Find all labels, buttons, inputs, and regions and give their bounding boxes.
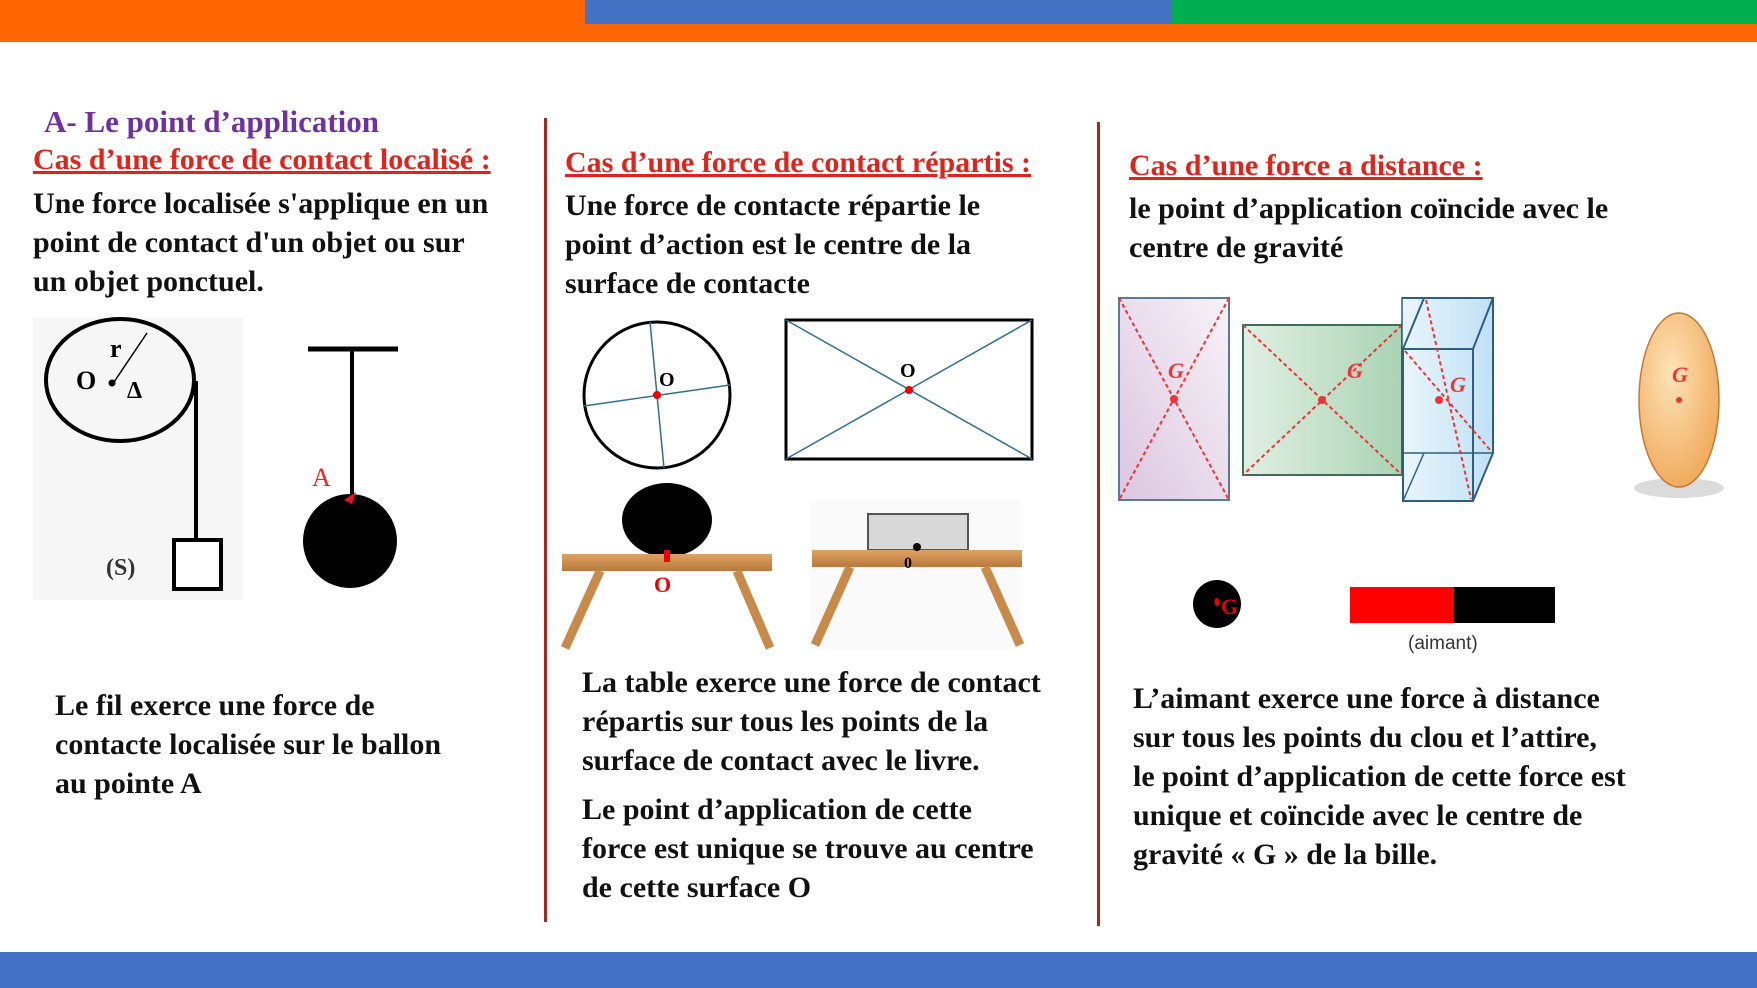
disk-surface-figure — [584, 322, 730, 468]
label-g: G — [1450, 372, 1466, 397]
steel-ball-figure — [1193, 580, 1241, 628]
pulley-axis-point — [109, 380, 116, 387]
hanging-ball-figure — [303, 349, 398, 588]
label-g: G — [1347, 358, 1363, 383]
solid-block — [174, 540, 221, 589]
text-line: sur tous les points du clou et l’attire, — [1133, 721, 1597, 754]
pulley-figure — [33, 318, 243, 600]
text-line: surface de contact avec le livre. — [582, 744, 980, 777]
text-line: de cette surface O — [582, 871, 812, 904]
egg-figure — [1634, 313, 1724, 498]
text-line: Une force localisée s'applique en un — [33, 187, 489, 220]
label-o: O — [659, 369, 675, 391]
text-line: La table exerce une force de contact — [582, 666, 1041, 699]
label-g: G — [1221, 594, 1239, 619]
col1-heading: Cas d’une force de contact localisé : — [33, 143, 491, 176]
rectangle-surface-figure — [786, 320, 1032, 459]
col3-heading: Cas d’une force a distance : — [1129, 149, 1483, 182]
text-line: force est unique se trouve au centre — [582, 832, 1034, 865]
text-line: point de contact d'un objet ou sur — [33, 226, 465, 259]
text-line: unique et coïncide avec le centre de — [1133, 799, 1583, 832]
label-o: O — [76, 366, 97, 395]
text-line: gravité « G » de la bille. — [1133, 838, 1438, 871]
label-a: A — [312, 463, 331, 492]
section-title: A- Le point d’application — [44, 104, 380, 139]
text-line: le point d’application de cette force est — [1133, 760, 1626, 793]
magnet-red-pole — [1350, 587, 1454, 623]
label-delta: Δ — [127, 378, 143, 404]
text-line: au pointe A — [55, 767, 202, 800]
ball — [303, 494, 397, 588]
label-zero: 0 — [904, 555, 912, 572]
text-line: surface de contacte — [565, 267, 810, 300]
text-line: contacte localisée sur le ballon — [55, 728, 442, 761]
text-line: Le point d’application de cette — [582, 793, 972, 826]
label-r: r — [110, 334, 122, 363]
magnet-black-pole — [1454, 587, 1555, 623]
text-line: L’aimant exerce une force à distance — [1133, 682, 1600, 715]
text-line: point d’action est le centre de la — [565, 228, 972, 261]
text-line: le point d’application coïncide avec le — [1129, 192, 1609, 225]
text-line: centre de gravité — [1129, 231, 1344, 264]
label-o: O — [900, 360, 916, 382]
label-s: (S) — [106, 555, 136, 581]
label-g: G — [1168, 358, 1184, 383]
label-g: G — [1672, 362, 1688, 387]
text-line: un objet ponctuel. — [33, 265, 264, 298]
magnet-figure — [1350, 587, 1555, 654]
green-square-figure — [1243, 325, 1402, 475]
ball-on-table-figure — [562, 483, 772, 648]
col2-heading: Cas d’une force de contact répartis : — [565, 146, 1032, 179]
text-line: Une force de contacte répartie le — [565, 189, 981, 222]
text-line: Le fil exerce une force de — [55, 689, 375, 722]
blue-box-figure — [1402, 298, 1493, 501]
magnet-label: (aimant) — [1408, 633, 1478, 654]
text-line: répartis sur tous les points de la — [582, 705, 989, 738]
purple-rectangle-figure — [1119, 298, 1229, 500]
book-on-table-figure — [810, 500, 1022, 650]
label-o: O — [654, 572, 672, 597]
